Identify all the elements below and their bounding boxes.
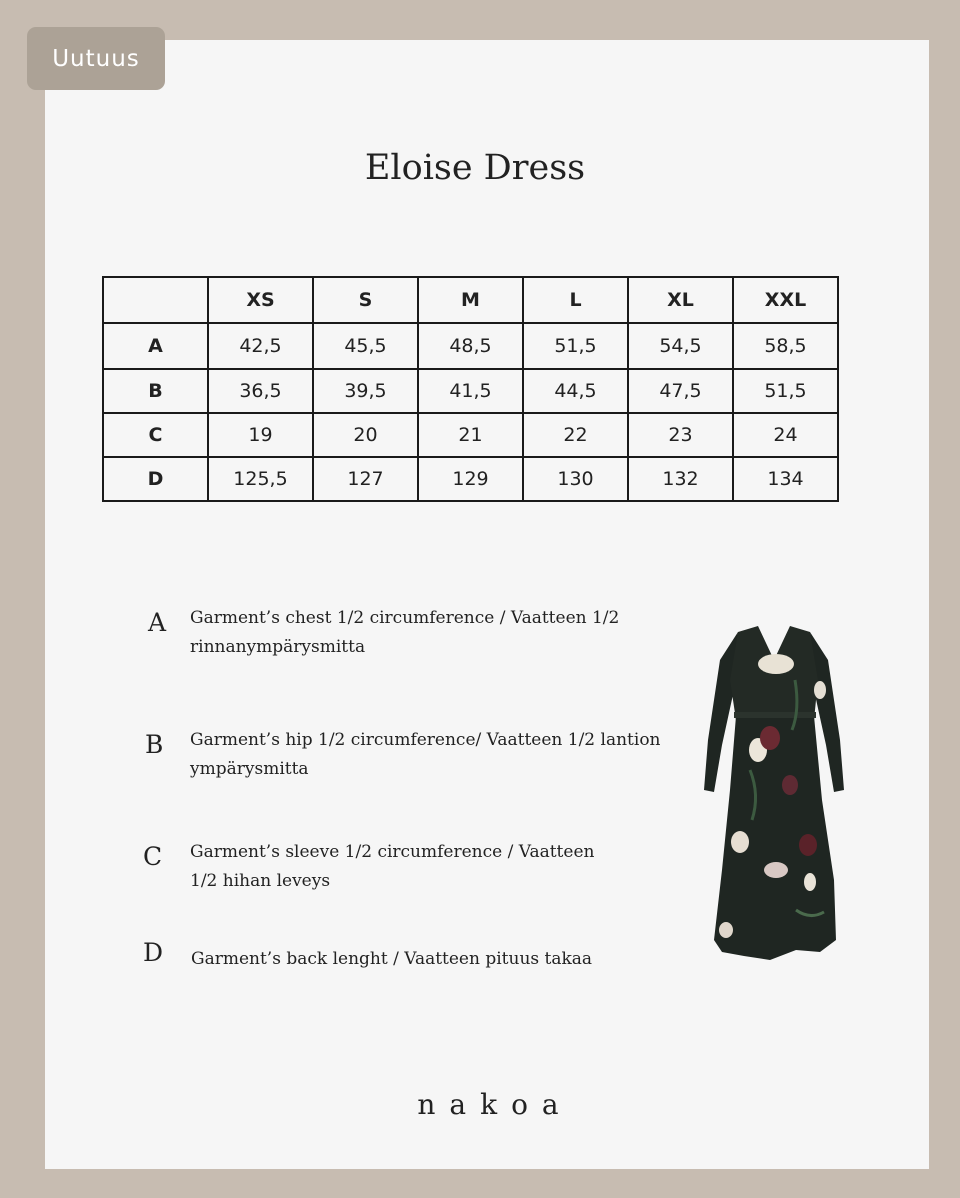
table-row (103, 457, 838, 501)
table-cell: 134 (733, 457, 838, 501)
legend-letter: D (143, 938, 164, 967)
table-row (103, 323, 838, 369)
table-cell: 47,5 (628, 369, 733, 413)
table-cell: 125,5 (208, 457, 313, 501)
row-label: D (103, 457, 208, 501)
table-row (103, 369, 838, 413)
table-header-cell: XXL (733, 277, 838, 323)
legend-letter: A (148, 608, 167, 637)
table-header-cell: L (523, 277, 628, 323)
legend-line: 1/2 hihan leveys (190, 871, 331, 891)
legend-letter: B (145, 730, 164, 759)
table-cell: 48,5 (418, 323, 523, 369)
brand-logo: nakoa (417, 1088, 573, 1121)
table-cell: 129 (418, 457, 523, 501)
legend-line: Garment’s sleeve 1/2 circumference / Vaatteen (190, 842, 595, 862)
table-cell: 22 (523, 413, 628, 457)
table-row (103, 413, 838, 457)
table-header-cell (103, 277, 208, 323)
table-cell: 19 (208, 413, 313, 457)
table-cell: 51,5 (733, 369, 838, 413)
new-badge: Uutuus (27, 27, 165, 90)
dress-image (700, 620, 850, 970)
table-header-cell: S (313, 277, 418, 323)
table-cell: 51,5 (523, 323, 628, 369)
table-cell: 20 (313, 413, 418, 457)
table-header-row (103, 277, 838, 323)
table-cell: 23 (628, 413, 733, 457)
legend-text (190, 604, 619, 662)
size-table (102, 276, 839, 502)
table-cell: 36,5 (208, 369, 313, 413)
table-header-cell: M (418, 277, 523, 323)
legend-line: Garment’s back lenght / Vaatteen pituus takaa (191, 949, 593, 969)
row-label: C (103, 413, 208, 457)
legend-letter: C (143, 842, 163, 871)
legend-text (191, 945, 592, 974)
legend-line: ympärysmitta (190, 759, 309, 779)
table-cell: 39,5 (313, 369, 418, 413)
table-cell: 54,5 (628, 323, 733, 369)
legend-line: Garment’s hip 1/2 circumference/ Vaatteen 1/2 lantion (190, 730, 661, 750)
table-cell: 21 (418, 413, 523, 457)
table-cell: 132 (628, 457, 733, 501)
table-header-cell: XL (628, 277, 733, 323)
table-cell: 130 (523, 457, 628, 501)
table-cell: 58,5 (733, 323, 838, 369)
legend-text (190, 726, 661, 784)
product-title: Eloise Dress (364, 148, 586, 188)
table-cell: 127 (313, 457, 418, 501)
table-cell: 45,5 (313, 323, 418, 369)
legend-line: Garment’s chest 1/2 circumference / Vaatteen 1/2 (190, 608, 620, 628)
row-label: A (103, 323, 208, 369)
table-header-cell: XS (208, 277, 313, 323)
table-cell: 42,5 (208, 323, 313, 369)
legend-line: rinnanympärysmitta (190, 637, 366, 657)
table-cell: 41,5 (418, 369, 523, 413)
legend-text (190, 838, 594, 896)
row-label: B (103, 369, 208, 413)
table-cell: 24 (733, 413, 838, 457)
table-cell: 44,5 (523, 369, 628, 413)
